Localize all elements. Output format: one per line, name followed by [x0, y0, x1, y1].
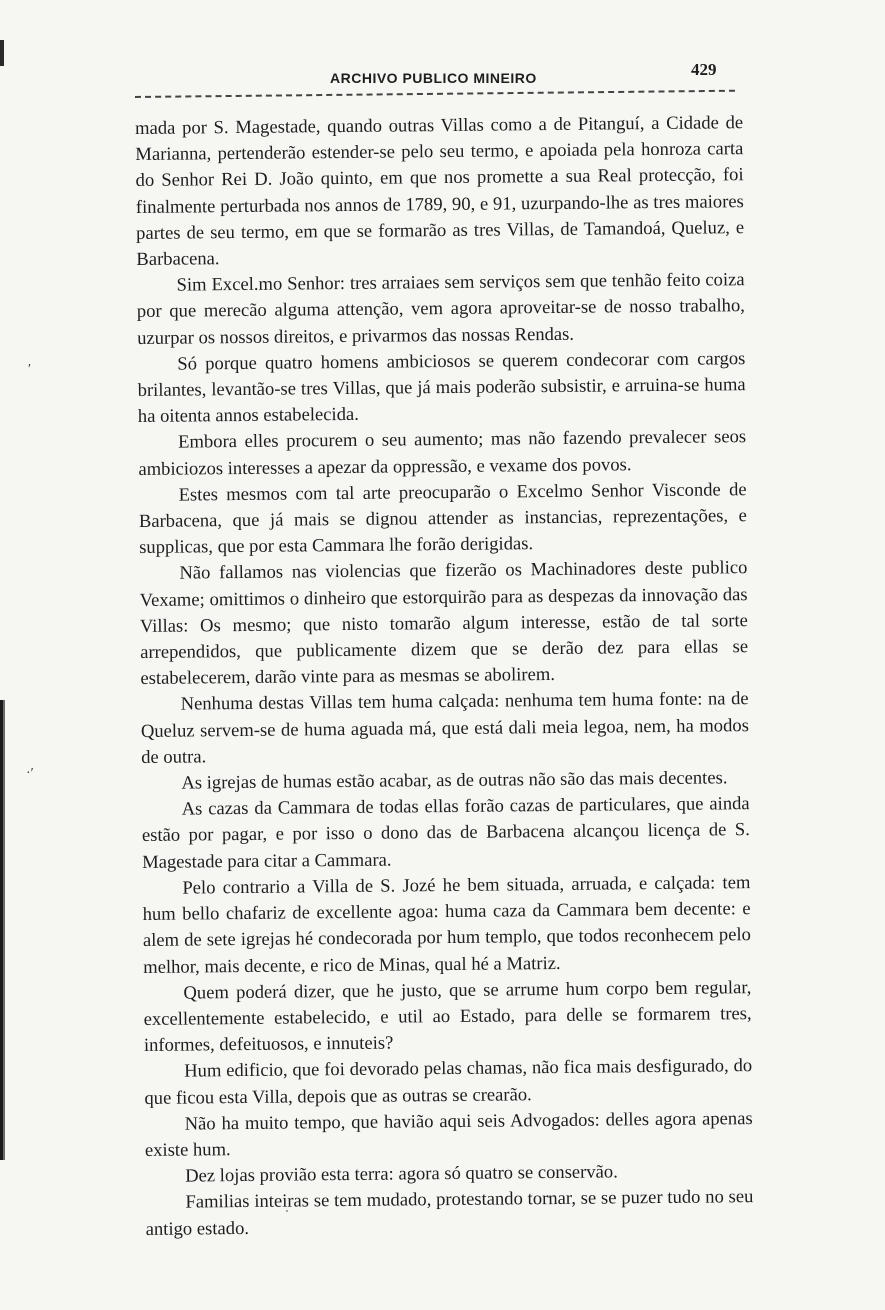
paragraph: Sim Excel.mo Senhor: tres arraiaes sem serviços sem que tenhão feito coiza por que merecão alguma attenção, vem agora aproveitar-se de nosso trabalho, uzurpar os nossos direitos, e privarmos das nossas Rendas.: [136, 269, 745, 349]
scan-edge-mark: [0, 700, 7, 1160]
scan-edge-mark: [0, 40, 4, 66]
paragraph: Estes mesmos com tal arte preocuparão o Excelmo Senhor Visconde de Barbacena, que já mais se dignou attender as instancias, reprezentações, e supplicas, que por esta Cammara lhe forão derigidas.: [138, 478, 747, 559]
paragraph: Só porque quatro homens ambiciosos se querem condecorar com cargos brilantes, levantão-se tres Villas, que já mais poderão subsistir, e arruina-se huma ha oitenta annos estabelecida.: [137, 347, 746, 428]
paragraph: Dez lojas provião esta terra: agora só quatro se conservão.: [185, 1161, 618, 1187]
running-header: ARCHIVO PUBLICO MINEIRO: [330, 70, 537, 86]
paragraph: Nenhuma destas Villas tem huma calçada: nenhuma tem huma fonte: na de Queluz servem-se de huma aguada má, que está dali meia legoa, nem, ha modos de outra.: [140, 688, 749, 768]
paragraph: Não fallamos nas violencias que fizerão os Machinadores deste publico Vexame; omittimos o dinheiro que estorquirão para as despezas da innovação das Villas: Os mesmo; que nisto tomarão algum interesse, estão de tal sorte arrependidos, que publicamente dizem que se derão dez para ellas se estabelecerem, darão vinte para as mesmas se abolirem.: [139, 557, 749, 690]
paragraph: Embora elles procurem o seu aumento; mas não fazendo prevalecer seos ambiciozos interesses a apezar da oppressão, e vexame dos povos.: [138, 426, 747, 480]
paragraph: Não ha muito tempo, que havião aqui seis Advogados: delles agora apenas existe hum.: [144, 1107, 753, 1161]
margin-mark: ′: [28, 362, 32, 377]
paragraph: mada por S. Magestade, quando outras Villas como a de Pitanguí, a Cidade de Marianna, pertenderão estender-se pelo seu termo, e apoiada pela honroza carta do Senhor Rei D. João quinto, em que nos promette a sua Real protecção, foi finalmente perturbada nos annos de 1789, 90, e 91, uzurpando-lhe as tres maiores partes de seu termo, em que se formarão as tres Villas, de Tamandoá, Queluz, e Barbacena.: [135, 112, 745, 271]
paragraph: Quem poderá dizer, que he justo, que se arrume hum corpo bem regular, excellentemente estabelecido, e util ao Estado, para delle se formarem tres, informes, defeituosos, e innuteis?: [143, 976, 752, 1057]
page-number: 429: [691, 60, 717, 79]
body-text: [135, 110, 754, 1243]
paragraph: As igrejas de humas estão acabar, as de outras não são das mais decentes.: [181, 767, 728, 794]
paragraph: Hum edificio, que foi devorado pelas chamas, não fica mais desfigurado, do que ficou esta Villa, depois que as outras se crearão.: [144, 1055, 753, 1109]
paragraph: Pelo contrario a Villa de S. Jozé he bem situada, arruada, e calçada: tem hum bello chafariz de excellente agoa: huma caza da Cammara bem decente: e alem de sete igrejas hé condecorada por hum templo, que todos reconhecem pelo melhor, mais decente, e rico de Minas, qual hé a Matriz.: [142, 872, 751, 978]
header-rule: [135, 90, 735, 98]
margin-mark: ·′: [26, 766, 34, 781]
paragraph: As cazas da Cammara de todas ellas forão cazas de particulares, que ainda estão por pagar, e por isso o dono das de Barbacena alcançou licença de S. Magestade para citar a Cammara.: [141, 793, 750, 873]
paragraph: Familias inteiras se tem mudado, protestando tornar, se se puzer tudo no seu antigo estado.: [145, 1186, 754, 1240]
